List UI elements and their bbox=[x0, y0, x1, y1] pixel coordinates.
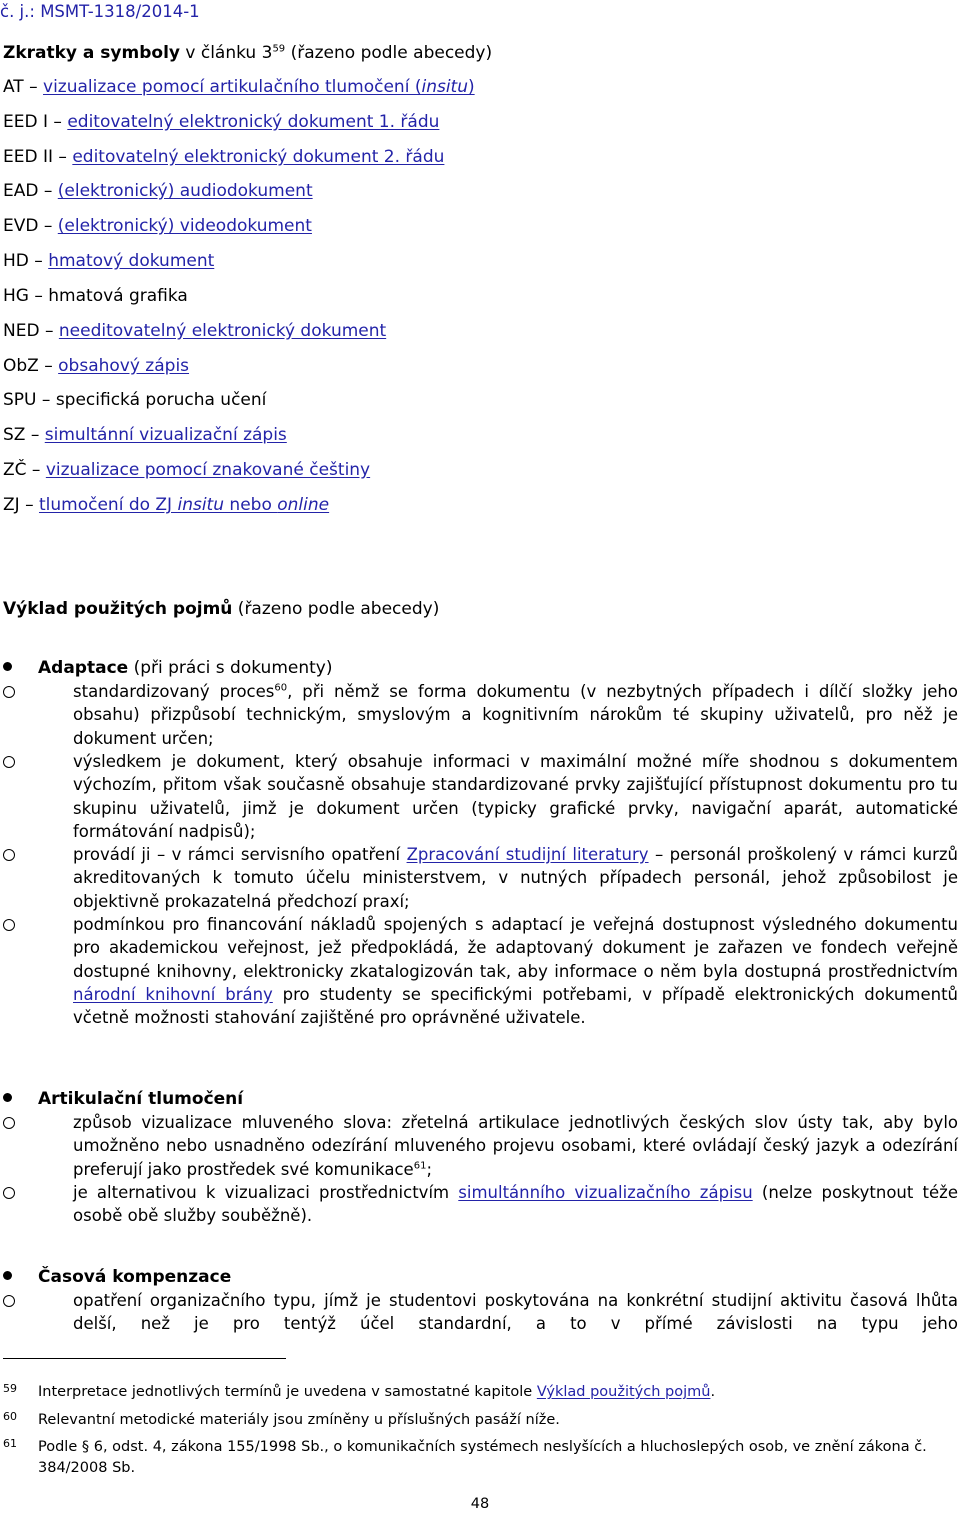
list-item: provádí ji – v rámci servisního opatření Zpracování studijní literatury – personál proškolený v rámci kurzů akreditovaných k tomuto účelu ministerstvem, v nutných případech personál, jehož způsobilost je objektivně prokazatelná předchozí praxí; bbox=[73, 845, 959, 911]
bullet-icon bbox=[3, 1271, 12, 1280]
page-number: 48 bbox=[470, 1496, 490, 1512]
abbreviation-row[interactable]: ZJ – tlumočení do ZJ insitu nebo online bbox=[3, 495, 330, 515]
circle-bullet-icon bbox=[3, 919, 15, 931]
document-reference: č. j.: MSMT-1318/2014-1 bbox=[0, 2, 200, 21]
footnote: Podle § 6, odst. 4, zákona 155/1998 Sb., o komunikačních systémech neslyšících a hluchoslepých osob, ve znění zákona č. 384/2008 Sb. bbox=[38, 1439, 927, 1476]
footnote: Relevantní metodické materiály jsou zmíněny u příslušných pasáží níže. bbox=[38, 1412, 560, 1428]
abbreviation-row[interactable]: SZ – simultánní vizualizační zápis bbox=[3, 425, 287, 445]
glossary-term-artikulacni-tlumoceni: Artikulační tlumočení bbox=[3, 1088, 243, 1110]
abbreviation-row[interactable]: EVD – (elektronický) videodokument bbox=[3, 216, 312, 236]
list-item: standardizovaný proces$^{60}$, při němž se forma dokumentu (v nezbytných případech i dílčí složky jeho obsahu) přizpůsobí technickým, smyslovým a kognitivním nárokům té skupiny uživatelů, pro něž je dokument určen; bbox=[73, 682, 958, 748]
link-vyklad-pouzitych-pojmu[interactable]: Výklad použitých pojmů bbox=[536, 1384, 711, 1400]
bullet-icon bbox=[3, 1093, 12, 1102]
abbreviation-row: SPU – specifická porucha učení bbox=[3, 390, 267, 410]
circle-bullet-icon bbox=[3, 1295, 15, 1307]
link-simultanniho-vizualizacniho-zapisu[interactable]: simultánního vizualizačního zápisu bbox=[458, 1183, 753, 1202]
circle-bullet-icon bbox=[3, 1117, 15, 1129]
abbreviation-row[interactable]: EAD – (elektronický) audiodokument bbox=[3, 181, 313, 201]
glossary-heading: Výklad použitých pojmů (řazeno podle abecedy) bbox=[3, 599, 440, 619]
list-item: je alternativou k vizualizaci prostřednictvím simultánního vizualizačního zápisu (nelze poskytnout téže osobě obě služby souběžně). bbox=[73, 1183, 958, 1226]
abbreviation-row[interactable]: NED – needitovatelný elektronický dokument bbox=[3, 321, 387, 341]
abbreviation-row[interactable]: ObZ – obsahový zápis bbox=[3, 356, 190, 376]
abbreviation-row[interactable]: HD – hmatový dokument bbox=[3, 251, 215, 271]
list-item: opatření organizačního typu, jímž je studentovi poskytována na konkrétní studijní aktivitu časová lhůta delší, než je pro tentýž účel standardní, a to v přímé závislosti na typu jeho bbox=[73, 1291, 958, 1334]
footnote-number: 61 bbox=[3, 1437, 17, 1450]
abbreviation-row[interactable]: AT – vizualizace pomocí artikulačního tlumočení (insitu) bbox=[3, 77, 475, 97]
glossary-term-adaptace: Adaptace (při práci s dokumenty) bbox=[3, 657, 333, 679]
link-narodni-knihovni-brany[interactable]: národní knihovní brány bbox=[73, 984, 273, 1004]
circle-bullet-icon bbox=[3, 1187, 15, 1199]
circle-bullet-icon bbox=[3, 686, 15, 698]
footnote-number: 60 bbox=[3, 1410, 17, 1423]
circle-bullet-icon bbox=[3, 756, 15, 768]
footnote: Interpretace jednotlivých termínů je uvedena v samostatné kapitole Výklad použitých pojmů. bbox=[38, 1384, 716, 1400]
abbreviations-heading: Zkratky a symboly v článku $3^{59}$ (řazeno podle abecedy) bbox=[3, 43, 493, 63]
abbreviation-row: HG – hmatová grafika bbox=[3, 286, 188, 306]
list-item: výsledkem je dokument, který obsahuje informaci v maximální možné míře shodnou s dokumentem výchozím, přitom však současně obsahuje standardizované prvky zajišťující přístupnost dokumentu pro tu skupinu uživatelů, jimž je dokument určen (typicky grafické prvky, navigační aparát, automatické formátování nadpisů); bbox=[73, 752, 958, 841]
glossary-term-casova-kompenzace: Časová kompenzace bbox=[3, 1266, 231, 1288]
list-item: podmínkou pro financování nákladů spojených s adaptací je veřejná dostupnost výsledného dokumentu pro akademickou veřejnost, jež předpokládá, že adaptovaný dokument je zařazen ve fondech veřejně dostupné knihovny, elektronicky zkatalogizován tak, aby informace o něm byla dostupná prostřednictvím národní knihovní brány pro studenty se specifickými potřebami, v případě elektronických dokumentů včetně možnosti stahování zajištěné pro oprávněné uživatele. bbox=[73, 915, 958, 1028]
circle-bullet-icon bbox=[3, 849, 15, 861]
abbreviation-row[interactable]: ZČ – vizualizace pomocí znakované češtiny bbox=[3, 460, 371, 480]
footnote-number: 59 bbox=[3, 1382, 17, 1395]
bullet-icon bbox=[3, 662, 12, 671]
list-item: způsob vizualizace mluveného slova: zřetelná artikulace jednotlivých českých slov ústy tak, aby bylo umožněno nebo usnadněno odezírání mluveného projevu osobami, které ovládají český jazyk a odezírání preferují jako prostředek své komunikace$^{61}$; bbox=[73, 1113, 958, 1179]
abbreviation-row[interactable]: EED II – editovatelný elektronický dokument 2. řádu bbox=[3, 147, 445, 167]
link-zpracovani-studijni-literatury[interactable]: Zpracování studijní literatury bbox=[406, 845, 649, 864]
abbreviation-row[interactable]: EED I – editovatelný elektronický dokument 1. řádu bbox=[3, 112, 440, 132]
footnote-divider bbox=[3, 1358, 286, 1359]
